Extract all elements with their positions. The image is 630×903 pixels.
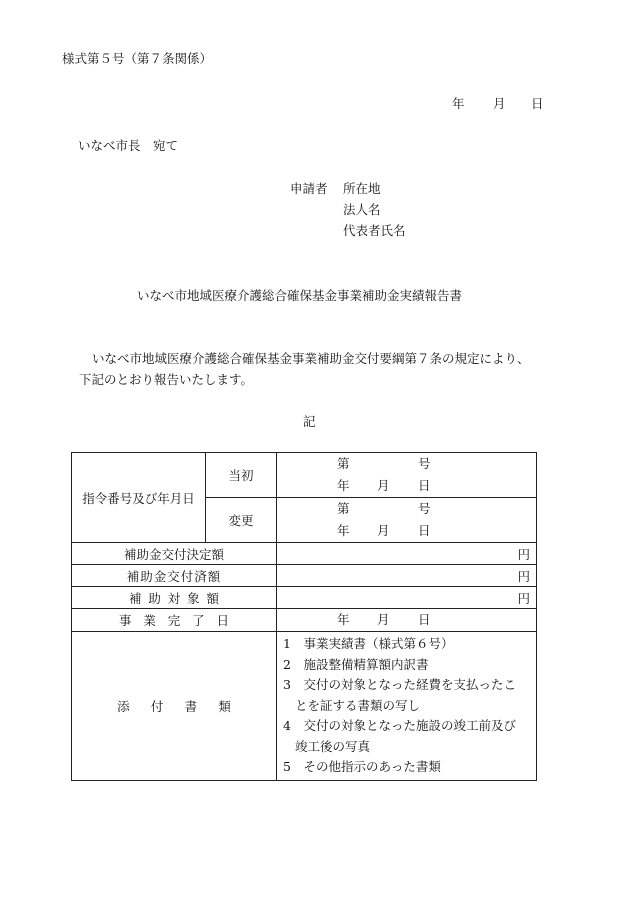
change-value: 第 号 年 月 日 [277, 498, 537, 543]
body-line-1: いなべ市地域医療介護総合確保基金事業補助金交付要綱第７条の規定により、 [92, 351, 530, 366]
list-item: とを証する書類の写し [295, 697, 421, 713]
table-row [72, 632, 537, 781]
completion-date-label: 事業完了日 [72, 609, 277, 632]
date-year: 年 [452, 96, 465, 111]
decision-amount-label: 補助金交付決定額 [72, 543, 277, 565]
change-label: 変更 [206, 498, 277, 543]
corp-name-label: 法人名 [343, 202, 381, 217]
report-table [71, 452, 537, 781]
paid-amount-yen: 円 [277, 565, 537, 587]
addressee: いなべ市長 宛て [78, 138, 179, 153]
address-label: 所在地 [343, 181, 381, 196]
list-item: 3 交付の対象となった経費を支払ったこ [283, 677, 516, 692]
list-item: 2 施設整備精算額内訳書 [283, 656, 429, 672]
table-row [72, 543, 537, 565]
body-line-2: 下記のとおり報告いたします。 [79, 372, 254, 387]
designation-label: 指令番号及び年月日 [72, 453, 206, 543]
paid-amount-label: 補助金交付済額 [72, 565, 277, 587]
date-day: 日 [531, 96, 544, 111]
decision-amount-yen: 円 [277, 543, 537, 565]
table-row [72, 587, 537, 609]
initial-label: 当初 [206, 453, 277, 498]
list-item: 竣工後の写真 [295, 738, 371, 754]
document-title: いなべ市地域医療介護総合確保基金事業補助金実績報告書 [137, 288, 463, 303]
table-row [72, 565, 537, 587]
list-item: 5 その他指示のあった書類 [283, 759, 441, 774]
attachments-list [277, 632, 537, 781]
list-item: 4 交付の対象となった施設の竣工前及び [283, 718, 516, 733]
initial-value: 第 号 年 月 日 [277, 453, 537, 498]
applicant-label: 申請者 [290, 181, 328, 196]
form-number: 様式第５号（第７条関係） [62, 51, 213, 66]
table-row [72, 453, 537, 498]
completion-date-value: 年 月 日 [277, 609, 537, 632]
list-item: 1 事業実績書（様式第６号） [283, 636, 454, 651]
representative-label: 代表者氏名 [343, 223, 406, 238]
target-amount-label: 補助対象額 [72, 587, 277, 609]
ki-heading: 記 [303, 414, 316, 429]
target-amount-yen: 円 [277, 587, 537, 609]
date-month: 月 [493, 96, 506, 111]
attachments-label: 添付書類 [72, 632, 277, 781]
table-row [72, 609, 537, 632]
